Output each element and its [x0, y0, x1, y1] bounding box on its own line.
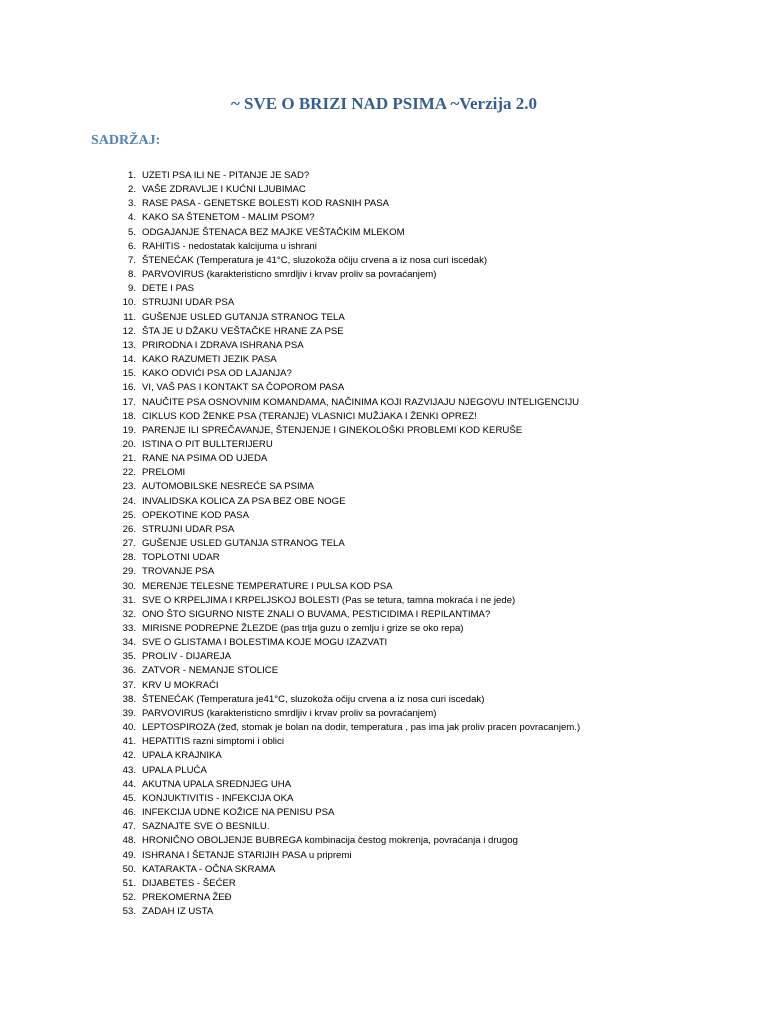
- toc-item: [106, 197, 580, 211]
- toc-item-number: 49.: [122, 849, 136, 861]
- toc-item-text: UZETI PSA ILI NE - PITANJE JE SAD?: [142, 170, 310, 181]
- toc-item: [106, 735, 580, 749]
- toc-item-number: 15.: [122, 368, 136, 380]
- toc-item: [106, 721, 580, 735]
- toc-item: [106, 849, 580, 863]
- toc-item: [106, 594, 580, 608]
- toc-item: [106, 523, 580, 537]
- toc-item-number: 17.: [122, 396, 136, 408]
- toc-item-number: 26.: [122, 523, 136, 535]
- toc-item: [106, 877, 580, 891]
- toc-item-text: HRONIČNO OBOLJENJE BUBREGA kombinacija čestog mokrenja, povraćanja i drugog: [142, 835, 518, 847]
- document-title: ~ SVE O BRIZI NAD PSIMA ~Verzija 2.0: [230, 94, 538, 113]
- toc-item-text: VI, VAŠ PAS I KONTAKT SA ČOPOROM PASA: [142, 382, 345, 394]
- toc-item-text: ŠTA JE U DŽAKU VEŠTAČKE HRANE ZA PSE: [142, 325, 344, 337]
- toc-item-number: 4.: [127, 212, 136, 224]
- toc-item: [106, 537, 580, 551]
- toc-item-number: 47.: [122, 821, 136, 833]
- toc-item-text: PROLIV - DIJAREJA: [142, 651, 232, 663]
- toc-item-text: RANE NA PSIMA OD UJEDA: [142, 453, 268, 465]
- toc-item-text: STRUJNI UDAR PSA: [142, 523, 235, 535]
- toc-item-text: PARVOVIRUS (karakteristicno smrdljiv i krvav proliv sa povraćanjem): [142, 707, 437, 719]
- toc-item: [106, 169, 580, 183]
- toc-item-text: ISTINA O PIT BULLTERIJERU: [142, 438, 273, 450]
- toc-item-number: 23.: [122, 481, 136, 493]
- toc-item-text: AUTOMOBILSKE NESREĆE SA PSIMA: [142, 481, 315, 493]
- toc-item: [106, 296, 580, 310]
- toc-item-number: 36.: [122, 665, 136, 677]
- toc-item-text: RAHITIS - nedostatak kalcijuma u ishrani: [142, 240, 317, 252]
- toc-item-number: 5.: [127, 226, 136, 238]
- toc-item: [106, 353, 580, 367]
- toc-item: [106, 226, 580, 240]
- toc-item-number: 52.: [122, 891, 136, 903]
- toc-item-number: 11.: [123, 311, 136, 323]
- toc-item-text: KAKO ODVIĆI PSA OD LAJANJA?: [142, 368, 292, 380]
- toc-item: [106, 749, 580, 763]
- toc-item: [106, 311, 580, 325]
- toc-item-text: ZADAH IZ USTA: [142, 906, 214, 918]
- toc-item: [106, 325, 580, 339]
- toc-item: [106, 693, 580, 707]
- toc-item-number: 10.: [122, 297, 136, 309]
- toc-item-text: PRIRODNA I ZDRAVA ISHRANA PSA: [142, 339, 304, 351]
- toc-item-number: 46.: [122, 807, 136, 819]
- toc-item-number: 45.: [122, 792, 136, 804]
- toc-item-number: 7.: [127, 254, 136, 266]
- toc-item-number: 50.: [122, 863, 136, 875]
- toc-item-number: 38.: [122, 693, 136, 705]
- toc-item-number: 44.: [122, 778, 136, 790]
- toc-item: [106, 806, 580, 820]
- toc-item: [106, 608, 580, 622]
- toc-item-text: PARENJE ILI SPREČAVANJE, ŠTENJENJE I GINEKOLOŠKI PROBLEMI KOD KERUŠE: [142, 424, 523, 436]
- toc-item-number: 43.: [122, 764, 136, 776]
- toc-item: [106, 466, 580, 480]
- toc-item-text: UPALA KRAJNIKA: [142, 750, 222, 762]
- toc-item-number: 21.: [122, 453, 136, 465]
- toc-item-text: KRV U MOKRAĆI: [142, 679, 219, 691]
- toc-item: [106, 863, 580, 877]
- toc-item: [106, 622, 580, 636]
- toc-item-number: 24.: [122, 495, 136, 507]
- toc-item: [106, 891, 580, 905]
- toc-item-text: KAKO RAZUMETI JEZIK PASA: [142, 354, 277, 366]
- toc-item-text: SVE O GLISTAMA I BOLESTIMA KOJE MOGU IZAZVATI: [142, 637, 388, 649]
- toc-item: [106, 410, 580, 424]
- toc-item: [106, 240, 580, 254]
- toc-item: [106, 438, 580, 452]
- toc-item-text: ISHRANA I ŠETANJE STARIJIH PASA u pripremi: [142, 849, 352, 861]
- toc-item-number: 12.: [122, 325, 136, 337]
- toc-item-text: ZATVOR - NEMANJE STOLICE: [142, 665, 279, 677]
- toc-item: [106, 183, 580, 197]
- toc-item: [106, 282, 580, 296]
- toc-item-number: 8.: [127, 269, 136, 281]
- toc-item-number: 19.: [122, 424, 136, 436]
- toc-item: [106, 650, 580, 664]
- toc-item-text: KONJUKTIVITIS - INFEKCIJA OKA: [142, 792, 294, 804]
- toc-item: [106, 452, 580, 466]
- toc-item-text: SVE O KRPELJIMA I KRPELJSKOJ BOLESTI (Pas se tetura, tamna mokraća i ne jede): [142, 594, 516, 606]
- toc-item: [106, 381, 580, 395]
- toc-item-number: 48.: [122, 835, 136, 847]
- toc-item-number: 53.: [122, 906, 136, 918]
- toc-item-text: RASE PASA - GENETSKE BOLESTI KOD RASNIH PASA: [142, 198, 390, 210]
- toc-item-number: 29.: [122, 566, 136, 578]
- toc-item: [106, 495, 580, 509]
- toc-item-number: 28.: [122, 552, 136, 564]
- toc-heading: SADRŽAJ:: [91, 133, 161, 148]
- toc-item-number: 41.: [122, 736, 136, 748]
- toc-item: [106, 679, 580, 693]
- toc-item-text: GUŠENJE USLED GUTANJA STRANOG TELA: [142, 311, 345, 323]
- toc-item-number: 16.: [122, 382, 136, 394]
- toc-item-text: UPALA PLUĆA: [142, 764, 207, 776]
- toc-item-number: 9.: [127, 283, 136, 295]
- toc-item-text: CIKLUS KOD ŽENKE PSA (TERANJE) VLASNICI MUŽJAKA I ŽENKI OPREZ!: [142, 410, 477, 422]
- toc-item-number: 25.: [122, 509, 136, 521]
- toc-item: [106, 211, 580, 225]
- toc-item: [106, 792, 580, 806]
- toc-item: [106, 268, 580, 282]
- toc-item: [106, 664, 580, 678]
- toc-item-number: 42.: [122, 750, 136, 762]
- toc-item-text: SAZNAJTE SVE O BESNILU.: [142, 821, 270, 833]
- toc-item-text: NAUČITE PSA OSNOVNIM KOMANDAMA, NAČINIMA KOJI RAZVIJAJU NJEGOVU INTELIGENCIJU: [142, 396, 580, 408]
- toc-item-text: ŠTENEĆAK (Temperatura je41°C, sluzokoža očiju crvena a iz nosa curi iscedak): [142, 693, 485, 705]
- toc-item-number: 32.: [122, 608, 136, 620]
- toc-item: [106, 565, 580, 579]
- toc-item-text: LEPTOSPIROZA (žeđ, stomak je bolan na dodir, temperatura , pas ima jak proliv pracen povracanjem.): [142, 722, 581, 734]
- toc-item-number: 30.: [122, 580, 136, 592]
- toc-item-number: 3.: [127, 198, 136, 210]
- toc-item: [106, 834, 580, 848]
- toc-item: [106, 551, 580, 565]
- toc-item: [106, 396, 580, 410]
- toc-item-text: ŠTENEĆAK (Temperatura je 41°C, sluzokoža očiju crvena a iz nosa curi iscedak): [142, 254, 488, 266]
- toc-item-number: 51.: [122, 877, 136, 889]
- toc-item-number: 22.: [122, 467, 136, 479]
- toc-item-text: INFEKCIJA UDNE KOŽICE NA PENISU PSA: [142, 807, 335, 819]
- toc-item-number: 35.: [122, 651, 136, 663]
- toc-item-text: GUŠENJE USLED GUTANJA STRANOG TELA: [142, 538, 345, 550]
- toc-item-number: 39.: [122, 707, 136, 719]
- toc-item: [106, 778, 580, 792]
- toc-item-number: 13.: [122, 339, 136, 351]
- toc-item-number: 31.: [122, 594, 136, 606]
- toc-item: [106, 580, 580, 594]
- toc-item: [106, 339, 580, 353]
- toc-item-text: ONO ŠTO SIGURNO NISTE ZNALI O BUVAMA, PESTICIDIMA I REPILANTIMA?: [142, 608, 491, 620]
- toc-item-text: ODGAJANJE ŠTENACA BEZ MAJKE VEŠTAČKIM MLEKOM: [142, 226, 405, 238]
- toc-item-number: 27.: [122, 538, 136, 550]
- toc-item-text: KATARAKTA - OČNA SKRAMA: [142, 863, 276, 875]
- toc-item-number: 18.: [122, 410, 136, 422]
- toc-item-number: 14.: [122, 354, 136, 366]
- toc-item-text: PARVOVIRUS (karakteristicno smrdljiv i krvav proliv sa povraćanjem): [142, 269, 437, 281]
- toc-item-text: PREKOMERNA ŽEĐ: [142, 891, 232, 903]
- toc-item: [106, 636, 580, 650]
- toc-item-text: TROVANJE PSA: [142, 566, 215, 578]
- toc-item-number: 2.: [127, 184, 136, 196]
- toc-item-text: MERENJE TELESNE TEMPERATURE I PULSA KOD PSA: [142, 580, 393, 592]
- toc-item-text: DIJABETES - ŠEĆER: [142, 877, 236, 889]
- toc-item-text: TOPLOTNI UDAR: [142, 552, 220, 564]
- toc-item-text: KAKO SA ŠTENETOM - MALIM PSOM?: [142, 212, 315, 224]
- toc-item: [106, 480, 580, 494]
- toc-item-number: 37.: [122, 679, 136, 691]
- toc-item-text: VAŠE ZDRAVLJE I KUĆNI LJUBIMAC: [142, 184, 306, 196]
- toc-item: [106, 367, 580, 381]
- toc-item-text: HEPATITIS razni simptomi i oblici: [142, 736, 284, 748]
- toc-item-number: 20.: [122, 438, 136, 450]
- toc-item: [106, 820, 580, 834]
- toc-item-text: INVALIDSKA KOLICA ZA PSA BEZ OBE NOGE: [142, 495, 346, 507]
- toc-item-text: AKUTNA UPALA SREDNJEG UHA: [142, 778, 292, 790]
- toc-item-text: STRUJNI UDAR PSA: [142, 297, 235, 309]
- toc-item: [106, 707, 580, 721]
- toc-item-text: OPEKOTINE KOD PASA: [142, 509, 249, 521]
- toc-item-text: MIRISNE PODREPNE ŽLEZDE (pas trlja guzu o zemlju i grize se oko repa): [142, 623, 464, 634]
- toc-item-text: DETE I PAS: [142, 283, 195, 295]
- toc-item-number: 6.: [127, 240, 136, 252]
- toc-item-number: 40.: [122, 722, 136, 734]
- toc-item: [106, 254, 580, 268]
- toc-item: [106, 905, 580, 919]
- toc-item-number: 1.: [127, 170, 136, 181]
- toc-item-number: 33.: [122, 623, 136, 634]
- toc-item: [106, 509, 580, 523]
- toc-item: [106, 424, 580, 438]
- table-of-contents: [106, 169, 580, 919]
- toc-item-number: 34.: [122, 637, 136, 649]
- toc-item-text: PRELOMI: [142, 467, 186, 479]
- toc-item: [106, 764, 580, 778]
